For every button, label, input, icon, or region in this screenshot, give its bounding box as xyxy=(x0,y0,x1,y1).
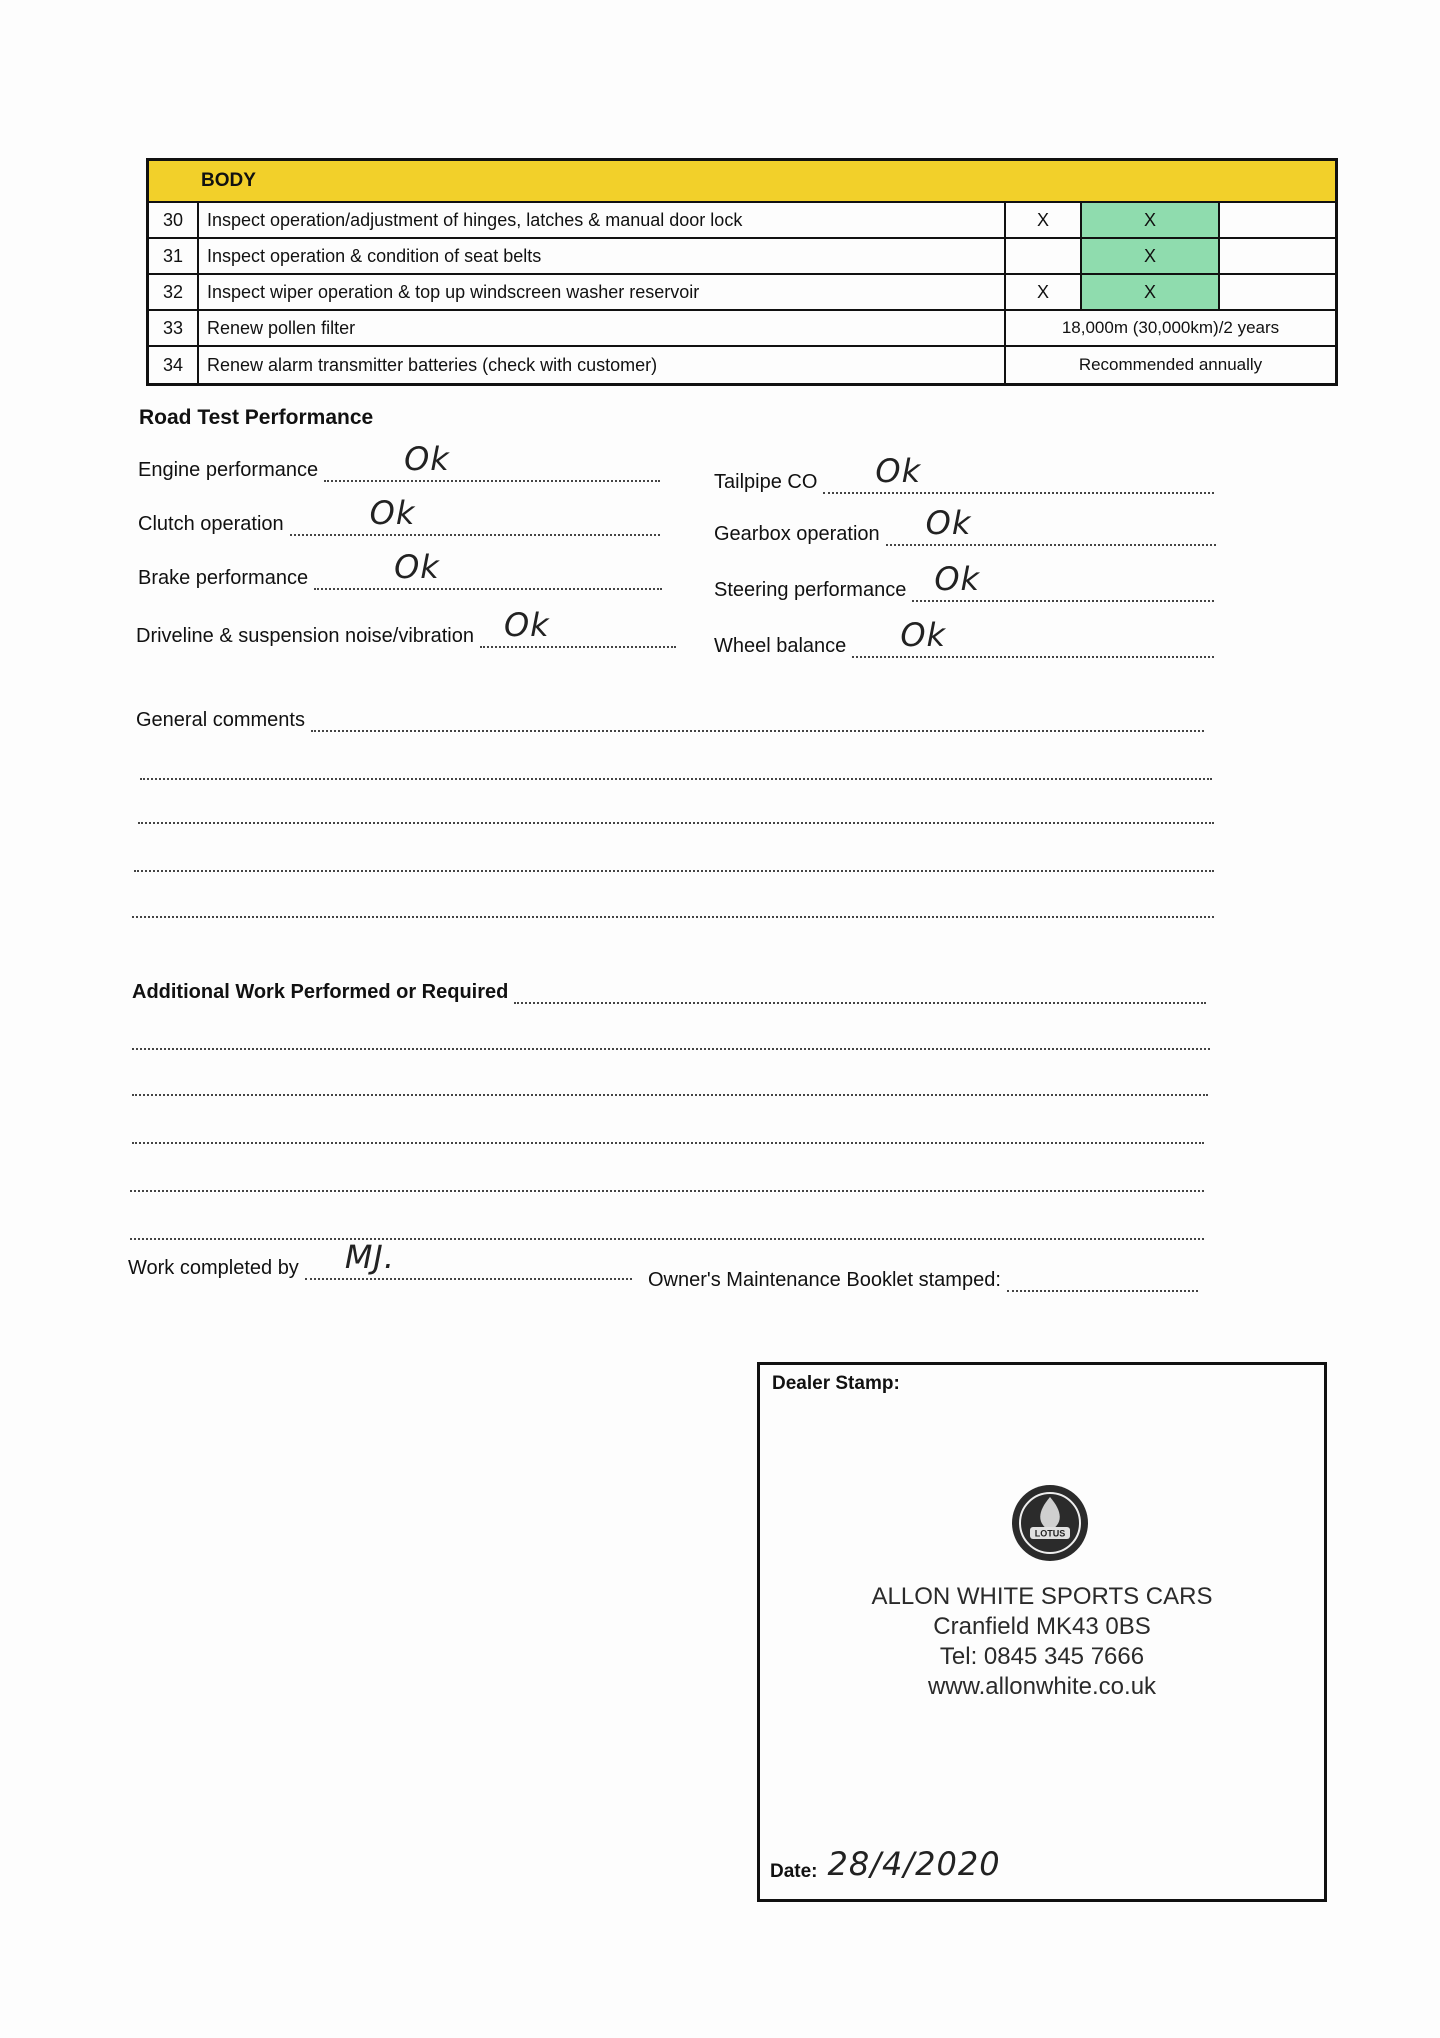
tailpipe-co-value: Ok xyxy=(875,452,922,490)
dealer-phone: Tel: 0845 345 7666 xyxy=(939,1643,1145,1670)
dealer-name: ALLON WHITE SPORTS CARS xyxy=(871,1583,1213,1610)
additional-work-line[interactable] xyxy=(132,1094,1208,1096)
driveline-suspension-label: Driveline & suspension noise/vibration xyxy=(136,625,474,647)
booklet-stamped-label: Owner's Maintenance Booklet stamped: xyxy=(648,1269,1001,1291)
row-mark-1: X xyxy=(1006,275,1082,309)
body-checklist-table xyxy=(146,158,1338,386)
engine-performance-label: Engine performance xyxy=(138,459,319,481)
row-mark-3 xyxy=(1220,275,1335,309)
row-interval: 18,000m (30,000km)/2 years xyxy=(1061,318,1280,337)
clutch-operation-value: Ok xyxy=(369,494,416,532)
table-row xyxy=(149,203,1335,239)
row-description: Inspect wiper operation & top up windscreen washer reservoir xyxy=(199,275,1006,309)
row-mark-3 xyxy=(1220,239,1335,273)
general-comments-field[interactable] xyxy=(136,708,1204,732)
row-mark-2: X xyxy=(1082,203,1220,237)
additional-work-field[interactable] xyxy=(132,980,1206,1004)
table-row xyxy=(149,311,1335,347)
row-number: 31 xyxy=(149,239,199,273)
driveline-suspension-value: Ok xyxy=(503,606,550,644)
date-label: Date: xyxy=(770,1861,818,1882)
comment-line[interactable] xyxy=(138,822,1214,824)
additional-work-line[interactable] xyxy=(132,1048,1210,1050)
body-table-title: BODY xyxy=(201,170,256,191)
lotus-roundel-logo-icon xyxy=(1010,1483,1090,1563)
gearbox-operation-value: Ok xyxy=(925,504,972,542)
clutch-operation-label: Clutch operation xyxy=(138,513,284,535)
row-number: 30 xyxy=(149,203,199,237)
additional-work-label: Additional Work Performed or Required xyxy=(132,981,509,1003)
gearbox-operation-field[interactable] xyxy=(714,504,1216,546)
brake-performance-label: Brake performance xyxy=(138,567,309,589)
row-number: 32 xyxy=(149,275,199,309)
steering-performance-field[interactable] xyxy=(714,560,1214,602)
dealer-address: Cranfield MK43 0BS xyxy=(933,1613,1151,1640)
tailpipe-co-label: Tailpipe CO xyxy=(714,471,818,493)
dealer-stamp-label: Dealer Stamp: xyxy=(772,1373,900,1394)
work-completed-signature: MJ. xyxy=(344,1238,396,1276)
table-row xyxy=(149,239,1335,275)
brake-performance-field[interactable] xyxy=(138,548,662,590)
road-test-title: Road Test Performance xyxy=(139,406,374,429)
row-number: 33 xyxy=(149,311,199,345)
table-row xyxy=(149,275,1335,311)
row-mark-2: X xyxy=(1082,239,1220,273)
dealer-website: www.allonwhite.co.uk xyxy=(927,1673,1157,1700)
additional-work-line[interactable] xyxy=(130,1190,1204,1192)
work-completed-field[interactable] xyxy=(128,1238,632,1280)
body-table-header xyxy=(149,161,1335,203)
brake-performance-value: Ok xyxy=(394,548,440,586)
date-value: 28/4/2020 xyxy=(827,1845,1001,1883)
wheel-balance-field[interactable] xyxy=(714,616,1214,658)
row-description: Renew alarm transmitter batteries (check with customer) xyxy=(199,347,1006,383)
tailpipe-co-field[interactable] xyxy=(714,452,1214,494)
stamp-date-field[interactable] xyxy=(770,1845,1001,1883)
row-description: Inspect operation & condition of seat belts xyxy=(199,239,1006,273)
general-comments-label: General comments xyxy=(136,709,305,731)
clutch-operation-field[interactable] xyxy=(138,494,660,536)
engine-performance-field[interactable] xyxy=(138,440,660,482)
lotus-logo-text: LOTUS xyxy=(1034,1528,1066,1539)
steering-performance-label: Steering performance xyxy=(714,579,907,601)
comment-line[interactable] xyxy=(132,916,1214,918)
work-completed-label: Work completed by xyxy=(128,1257,299,1279)
booklet-stamped-field[interactable] xyxy=(648,1268,1198,1292)
gearbox-operation-label: Gearbox operation xyxy=(714,523,880,545)
comment-line[interactable] xyxy=(140,778,1212,780)
wheel-balance-label: Wheel balance xyxy=(714,635,847,657)
row-description: Renew pollen filter xyxy=(199,311,1006,345)
comment-line[interactable] xyxy=(134,870,1214,872)
engine-performance-value: Ok xyxy=(404,440,450,478)
driveline-suspension-field[interactable] xyxy=(136,606,676,648)
row-mark-1: X xyxy=(1006,203,1082,237)
additional-work-line[interactable] xyxy=(132,1142,1204,1144)
row-interval: Recommended annually xyxy=(1078,355,1263,374)
row-mark-1 xyxy=(1006,239,1082,273)
wheel-balance-value: Ok xyxy=(900,616,947,654)
row-description: Inspect operation/adjustment of hinges, latches & manual door lock xyxy=(199,203,1006,237)
row-mark-3 xyxy=(1220,203,1335,237)
steering-performance-value: Ok xyxy=(934,560,981,598)
row-mark-2: X xyxy=(1082,275,1220,309)
table-row xyxy=(149,347,1335,383)
dealer-stamp-box xyxy=(757,1362,1327,1902)
row-number: 34 xyxy=(149,347,199,383)
additional-work-line[interactable] xyxy=(130,1238,1204,1240)
